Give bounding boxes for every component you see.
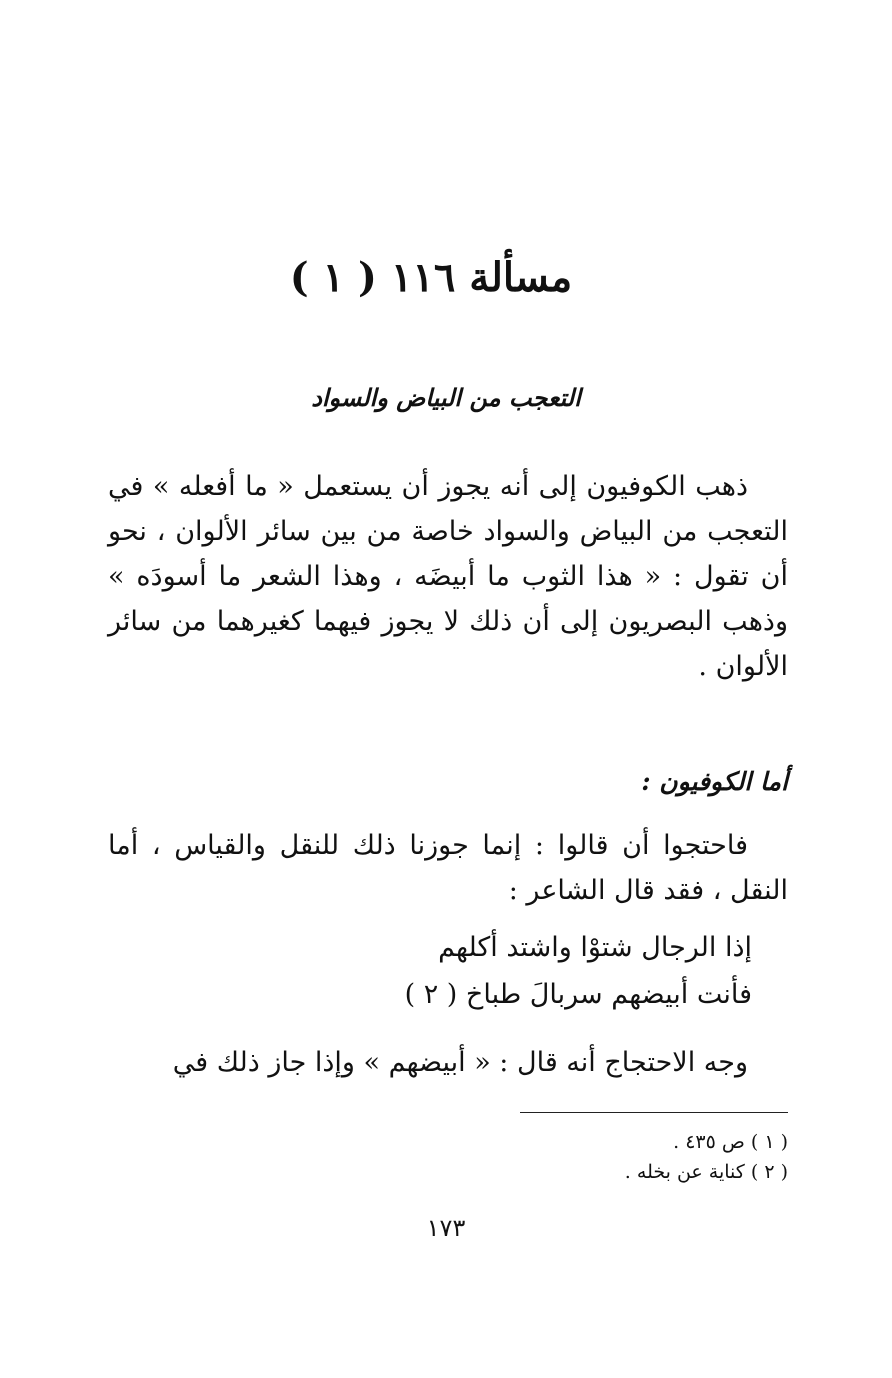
- paragraph-argument: فاحتجوا أن قالوا : إنما جوزنا ذلك للنقل والقياس ، أما النقل ، فقد قال الشاعر :: [108, 830, 788, 906]
- page-number: ١٧٣: [426, 1214, 466, 1242]
- footnote-2: ( ٢ ) كناية عن بخله .: [624, 1161, 788, 1183]
- verse-line-1: إذا الرجال شتوْا واشتد أكلهم: [438, 932, 752, 963]
- verse-line-2: فأنت أبيضهم سربالَ طباخ ( ٢ ): [404, 979, 752, 1010]
- footnote-divider: [520, 1112, 788, 1113]
- paragraph-intro: ذهب الكوفيون إلى أنه يجوز أن يستعمل « ما أفعله » في التعجب من البياض والسواد خاصة من بين سائر الألوان ، نحو أن تقول : « هذا الثوب ما أبيضَه ، وهذا الشعر ما أسودَه » وذهب البصريون إلى أن ذلك لا يجوز فيهما كغيرهما من سائر الألوان .: [108, 471, 788, 682]
- paragraph-reasoning: وجه الاحتجاج أنه قال : « أبيضهم » وإذا جاز ذلك في: [172, 1047, 748, 1078]
- section-heading: أما الكوفيون :: [641, 767, 788, 796]
- page-title: مسألة ١١٦ ( ١ ): [289, 254, 573, 301]
- footnote-1: ( ١ ) ص ٤٣٥ .: [673, 1131, 788, 1153]
- page-subtitle: التعجب من البياض والسواد: [311, 383, 581, 412]
